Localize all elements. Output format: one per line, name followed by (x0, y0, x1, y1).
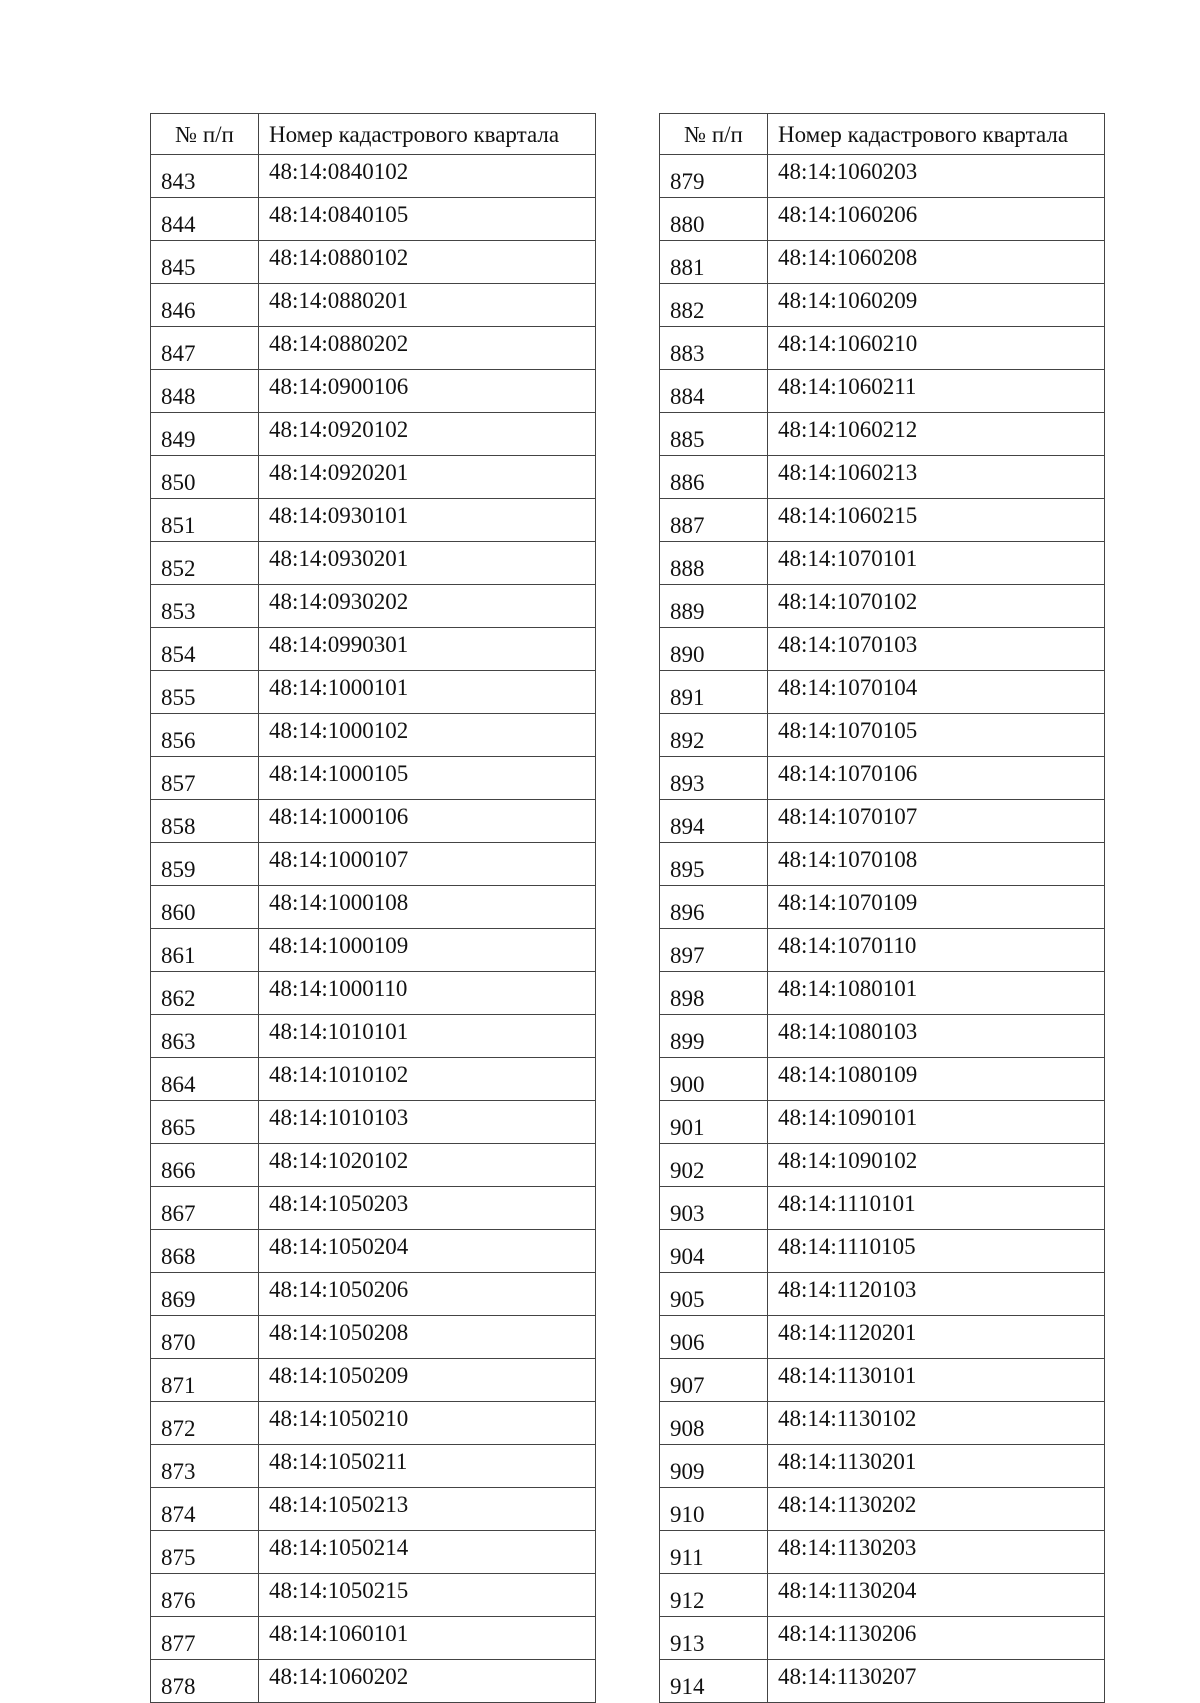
cadastral-quarter-number: 48:14:1070106 (768, 757, 1105, 800)
row-number: 865 (151, 1101, 259, 1144)
cadastral-quarter-number: 48:14:0880202 (259, 327, 596, 370)
cadastral-quarter-number: 48:14:1130202 (768, 1488, 1105, 1531)
table-row (151, 800, 596, 843)
table-row (151, 284, 596, 327)
table-row (151, 1230, 596, 1273)
row-number: 894 (660, 800, 768, 843)
table-row (660, 1531, 1105, 1574)
column-header-number: № п/п (660, 114, 768, 155)
cadastral-quarter-number: 48:14:1110101 (768, 1187, 1105, 1230)
cadastral-quarter-number: 48:14:1070110 (768, 929, 1105, 972)
cadastral-quarter-number: 48:14:1130206 (768, 1617, 1105, 1660)
row-number: 850 (151, 456, 259, 499)
table-row (660, 1445, 1105, 1488)
table-row (151, 1144, 596, 1187)
cadastral-quarter-number: 48:14:0930202 (259, 585, 596, 628)
row-number: 860 (151, 886, 259, 929)
row-number: 901 (660, 1101, 768, 1144)
row-number: 875 (151, 1531, 259, 1574)
row-number: 892 (660, 714, 768, 757)
table-row (151, 1273, 596, 1316)
row-number: 889 (660, 585, 768, 628)
table-row (660, 1101, 1105, 1144)
row-number: 845 (151, 241, 259, 284)
cadastral-quarter-number: 48:14:1070102 (768, 585, 1105, 628)
table-body-left (151, 155, 596, 1703)
table-row (151, 585, 596, 628)
row-number: 904 (660, 1230, 768, 1273)
row-number: 863 (151, 1015, 259, 1058)
table-row (151, 1574, 596, 1617)
cadastral-quarter-number: 48:14:1050213 (259, 1488, 596, 1531)
row-number: 847 (151, 327, 259, 370)
cadastral-quarter-number: 48:14:1090101 (768, 1101, 1105, 1144)
table-row (660, 1144, 1105, 1187)
cadastral-quarter-number: 48:14:1060203 (768, 155, 1105, 198)
table-row (660, 284, 1105, 327)
row-number: 848 (151, 370, 259, 413)
table-row (660, 1230, 1105, 1273)
table-row (660, 241, 1105, 284)
cadastral-quarter-number: 48:14:1130204 (768, 1574, 1105, 1617)
cadastral-quarter-number: 48:14:1060213 (768, 456, 1105, 499)
cadastral-quarter-number: 48:14:1050214 (259, 1531, 596, 1574)
row-number: 870 (151, 1316, 259, 1359)
cadastral-quarter-number: 48:14:1130207 (768, 1660, 1105, 1703)
row-number: 914 (660, 1660, 768, 1703)
table-row (660, 1058, 1105, 1101)
cadastral-quarter-number: 48:14:1080101 (768, 972, 1105, 1015)
table-row (151, 628, 596, 671)
row-number: 905 (660, 1273, 768, 1316)
row-number: 864 (151, 1058, 259, 1101)
row-number: 880 (660, 198, 768, 241)
table-row (660, 542, 1105, 585)
row-number: 869 (151, 1273, 259, 1316)
row-number: 878 (151, 1660, 259, 1703)
cadastral-quarter-number: 48:14:0990301 (259, 628, 596, 671)
table-row (151, 1402, 596, 1445)
table-row (660, 671, 1105, 714)
cadastral-quarter-number: 48:14:0880102 (259, 241, 596, 284)
column-header-number: № п/п (151, 114, 259, 155)
row-number: 855 (151, 671, 259, 714)
row-number: 899 (660, 1015, 768, 1058)
table-row (660, 456, 1105, 499)
cadastral-quarter-number: 48:14:1000109 (259, 929, 596, 972)
row-number: 903 (660, 1187, 768, 1230)
cadastral-quarter-number: 48:14:1000101 (259, 671, 596, 714)
table-row (151, 929, 596, 972)
table-row (660, 714, 1105, 757)
cadastral-quarter-number: 48:14:1050206 (259, 1273, 596, 1316)
row-number: 879 (660, 155, 768, 198)
row-number: 881 (660, 241, 768, 284)
cadastral-quarter-number: 48:14:1050208 (259, 1316, 596, 1359)
table-row (151, 327, 596, 370)
row-number: 885 (660, 413, 768, 456)
table-row (151, 1488, 596, 1531)
row-number: 877 (151, 1617, 259, 1660)
cadastral-quarter-number: 48:14:1070107 (768, 800, 1105, 843)
table-row (151, 1660, 596, 1703)
cadastral-quarter-number: 48:14:1000105 (259, 757, 596, 800)
cadastral-quarter-number: 48:14:1070101 (768, 542, 1105, 585)
table-row (660, 1187, 1105, 1230)
cadastral-quarter-number: 48:14:1080103 (768, 1015, 1105, 1058)
table-row (660, 1015, 1105, 1058)
table-row (151, 1101, 596, 1144)
table-row (151, 1359, 596, 1402)
cadastral-quarter-number: 48:14:1000110 (259, 972, 596, 1015)
column-header-cadastral-quarter: Номер кадастрового квартала (259, 114, 596, 155)
table-row (660, 1359, 1105, 1402)
table-row (660, 1402, 1105, 1445)
cadastral-quarter-number: 48:14:1000102 (259, 714, 596, 757)
cadastral-quarter-number: 48:14:1000108 (259, 886, 596, 929)
cadastral-quarter-number: 48:14:1050215 (259, 1574, 596, 1617)
cadastral-quarter-number: 48:14:1060101 (259, 1617, 596, 1660)
cadastral-quarter-number: 48:14:1050204 (259, 1230, 596, 1273)
cadastral-quarter-number: 48:14:0840105 (259, 198, 596, 241)
table-row (151, 671, 596, 714)
cadastral-quarter-number: 48:14:1060211 (768, 370, 1105, 413)
cadastral-quarter-number: 48:14:1070105 (768, 714, 1105, 757)
row-number: 908 (660, 1402, 768, 1445)
table-row (151, 1445, 596, 1488)
table-row (660, 972, 1105, 1015)
row-number: 888 (660, 542, 768, 585)
cadastral-quarter-number: 48:14:1060215 (768, 499, 1105, 542)
table-row (660, 929, 1105, 972)
row-number: 852 (151, 542, 259, 585)
cadastral-quarter-number: 48:14:1060208 (768, 241, 1105, 284)
row-number: 898 (660, 972, 768, 1015)
table-row (151, 456, 596, 499)
cadastral-quarter-number: 48:14:1050210 (259, 1402, 596, 1445)
cadastral-quarter-number: 48:14:0880201 (259, 284, 596, 327)
row-number: 897 (660, 929, 768, 972)
cadastral-quarter-number: 48:14:1070108 (768, 843, 1105, 886)
cadastral-quarter-number: 48:14:1130203 (768, 1531, 1105, 1574)
cadastral-quarter-number: 48:14:1060206 (768, 198, 1105, 241)
row-number: 890 (660, 628, 768, 671)
cadastral-quarter-number: 48:14:1090102 (768, 1144, 1105, 1187)
table-row (151, 413, 596, 456)
row-number: 857 (151, 757, 259, 800)
table-header-row (151, 114, 596, 155)
table-row (151, 370, 596, 413)
row-number: 896 (660, 886, 768, 929)
cadastral-quarter-number: 48:14:1130201 (768, 1445, 1105, 1488)
row-number: 844 (151, 198, 259, 241)
row-number: 913 (660, 1617, 768, 1660)
row-number: 856 (151, 714, 259, 757)
table-row (660, 800, 1105, 843)
table-row (151, 843, 596, 886)
table-row (151, 757, 596, 800)
table-row (151, 714, 596, 757)
table-row (151, 1531, 596, 1574)
row-number: 907 (660, 1359, 768, 1402)
table-row (151, 1316, 596, 1359)
cadastral-quarter-number: 48:14:1010103 (259, 1101, 596, 1144)
table-row (660, 757, 1105, 800)
table-body-right (660, 155, 1105, 1703)
cadastral-quarter-number: 48:14:0930101 (259, 499, 596, 542)
cadastral-table-left (150, 113, 596, 1703)
table-row (660, 327, 1105, 370)
table-header-row (660, 114, 1105, 155)
row-number: 910 (660, 1488, 768, 1531)
cadastral-quarter-number: 48:14:1010101 (259, 1015, 596, 1058)
row-number: 853 (151, 585, 259, 628)
row-number: 843 (151, 155, 259, 198)
table-row (660, 585, 1105, 628)
table-row (151, 499, 596, 542)
table-row (151, 1187, 596, 1230)
row-number: 902 (660, 1144, 768, 1187)
row-number: 854 (151, 628, 259, 671)
row-number: 846 (151, 284, 259, 327)
cadastral-quarter-number: 48:14:1060202 (259, 1660, 596, 1703)
table-row (660, 1316, 1105, 1359)
row-number: 886 (660, 456, 768, 499)
cadastral-quarter-number: 48:14:1060212 (768, 413, 1105, 456)
row-number: 906 (660, 1316, 768, 1359)
table-row (660, 499, 1105, 542)
row-number: 862 (151, 972, 259, 1015)
cadastral-quarter-number: 48:14:0900106 (259, 370, 596, 413)
row-number: 909 (660, 1445, 768, 1488)
row-number: 866 (151, 1144, 259, 1187)
table-row (151, 1617, 596, 1660)
table-row (660, 1574, 1105, 1617)
cadastral-quarter-number: 48:14:1000106 (259, 800, 596, 843)
cadastral-quarter-number: 48:14:1080109 (768, 1058, 1105, 1101)
cadastral-quarter-number: 48:14:1000107 (259, 843, 596, 886)
row-number: 900 (660, 1058, 768, 1101)
row-number: 859 (151, 843, 259, 886)
table-row (151, 886, 596, 929)
table-row (151, 972, 596, 1015)
row-number: 849 (151, 413, 259, 456)
cadastral-quarter-number: 48:14:0920102 (259, 413, 596, 456)
row-number: 883 (660, 327, 768, 370)
row-number: 911 (660, 1531, 768, 1574)
row-number: 873 (151, 1445, 259, 1488)
table-row (660, 886, 1105, 929)
cadastral-quarter-number: 48:14:1130102 (768, 1402, 1105, 1445)
cadastral-quarter-number: 48:14:1020102 (259, 1144, 596, 1187)
table-row (660, 1617, 1105, 1660)
row-number: 858 (151, 800, 259, 843)
table-row (151, 1015, 596, 1058)
table-row (660, 1660, 1105, 1703)
cadastral-quarter-number: 48:14:1060210 (768, 327, 1105, 370)
cadastral-quarter-number: 48:14:1120103 (768, 1273, 1105, 1316)
row-number: 874 (151, 1488, 259, 1531)
row-number: 895 (660, 843, 768, 886)
row-number: 882 (660, 284, 768, 327)
cadastral-quarter-number: 48:14:1070103 (768, 628, 1105, 671)
row-number: 876 (151, 1574, 259, 1617)
row-number: 871 (151, 1359, 259, 1402)
row-number: 872 (151, 1402, 259, 1445)
table-row (660, 370, 1105, 413)
table-row (660, 1273, 1105, 1316)
cadastral-table-right (659, 113, 1105, 1703)
row-number: 851 (151, 499, 259, 542)
row-number: 867 (151, 1187, 259, 1230)
cadastral-quarter-number: 48:14:1130101 (768, 1359, 1105, 1402)
cadastral-quarter-number: 48:14:1050209 (259, 1359, 596, 1402)
cadastral-quarter-number: 48:14:0920201 (259, 456, 596, 499)
row-number: 891 (660, 671, 768, 714)
cadastral-quarter-number: 48:14:1120201 (768, 1316, 1105, 1359)
cadastral-quarter-number: 48:14:1050211 (259, 1445, 596, 1488)
table-row (660, 628, 1105, 671)
table-row (660, 198, 1105, 241)
table-row (151, 542, 596, 585)
table-row (151, 1058, 596, 1101)
row-number: 868 (151, 1230, 259, 1273)
table-row (151, 155, 596, 198)
row-number: 912 (660, 1574, 768, 1617)
column-header-cadastral-quarter: Номер кадастрового квартала (768, 114, 1105, 155)
cadastral-quarter-number: 48:14:1060209 (768, 284, 1105, 327)
cadastral-quarter-number: 48:14:0840102 (259, 155, 596, 198)
cadastral-quarter-number: 48:14:1110105 (768, 1230, 1105, 1273)
row-number: 861 (151, 929, 259, 972)
row-number: 887 (660, 499, 768, 542)
cadastral-quarter-number: 48:14:1050203 (259, 1187, 596, 1230)
table-row (151, 198, 596, 241)
row-number: 893 (660, 757, 768, 800)
table-row (660, 843, 1105, 886)
cadastral-quarter-number: 48:14:1070109 (768, 886, 1105, 929)
cadastral-quarter-number: 48:14:1070104 (768, 671, 1105, 714)
table-row (660, 1488, 1105, 1531)
cadastral-quarter-number: 48:14:0930201 (259, 542, 596, 585)
row-number: 884 (660, 370, 768, 413)
table-row (660, 413, 1105, 456)
table-row (660, 155, 1105, 198)
cadastral-quarter-number: 48:14:1010102 (259, 1058, 596, 1101)
table-row (151, 241, 596, 284)
